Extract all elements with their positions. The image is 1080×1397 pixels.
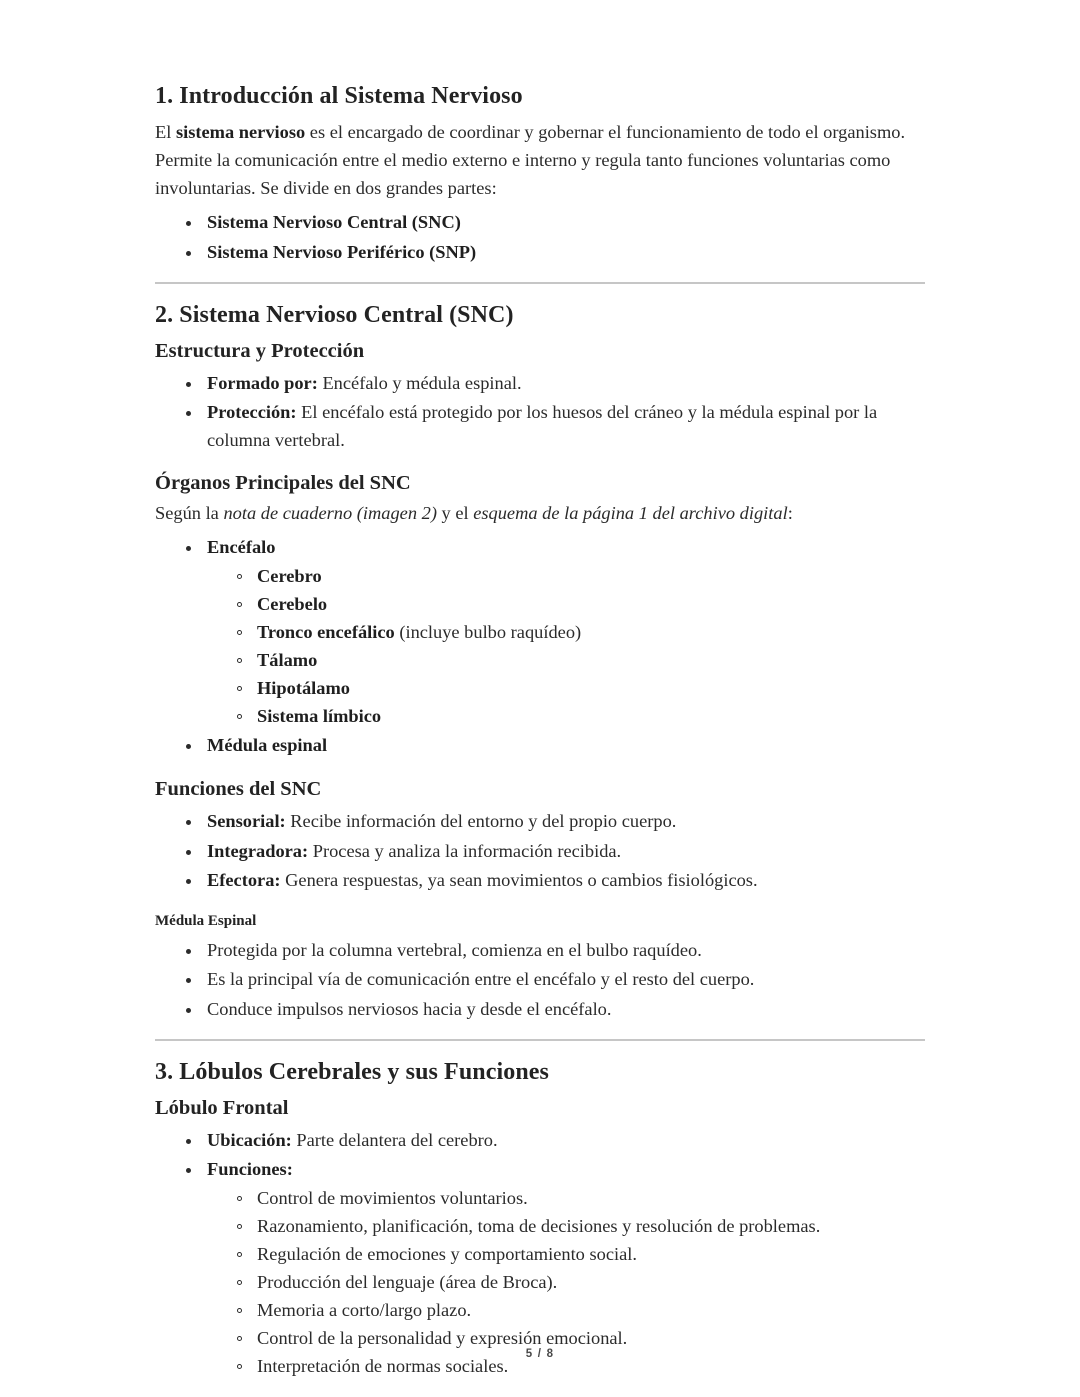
- intro-bullet-0: Sistema Nervioso Central (SNC): [207, 212, 461, 233]
- encefalo-sublist: [207, 563, 925, 730]
- organos-intro-a: Según la: [155, 503, 224, 524]
- subheading-organos-principales: Órganos Principales del SNC: [155, 472, 411, 495]
- funcion-1-label: Integradora:: [207, 840, 309, 861]
- list-item: [207, 399, 925, 454]
- estructura-item-0-text: Encéfalo y médula espinal.: [317, 372, 522, 393]
- section-title-snc: 2. Sistema Nervioso Central (SNC): [155, 302, 514, 329]
- encefalo-child-2-plain: (incluye bulbo raquídeo): [394, 622, 582, 643]
- funcion-2-label: Efectora:: [207, 870, 281, 891]
- list-item: [257, 619, 925, 646]
- medula-espinal-list: [155, 937, 925, 1024]
- ubicacion-text: Parte delantera del cerebro.: [291, 1129, 498, 1150]
- organos-intro-b: y el: [436, 503, 474, 524]
- funciones-snc-list: [155, 808, 925, 895]
- estructura-item-1-label: Protección:: [207, 402, 297, 423]
- estructura-item-0-label: Formado por:: [207, 372, 318, 393]
- funcion-0-text: Recibe información del entorno y del propio cuerpo.: [285, 810, 677, 831]
- list-item: Control de la personalidad y expresión emocional.: [257, 1325, 925, 1352]
- list-item: [207, 1127, 925, 1155]
- list-item: [257, 563, 925, 590]
- funciones-label: Funciones:: [207, 1159, 293, 1180]
- intro-bullet-list: [155, 209, 925, 266]
- list-item: Razonamiento, planificación, toma de decisiones y resolución de problemas.: [257, 1213, 925, 1240]
- intro-paragraph: [155, 119, 925, 203]
- encefalo-child-3-bold: Tálamo: [257, 650, 318, 671]
- list-item: [257, 675, 925, 702]
- funcion-2-text: Genera respuestas, ya sean movimientos o cambios fisiológicos.: [280, 870, 758, 891]
- list-item: [207, 808, 925, 836]
- organos-intro-italic-2: esquema de la página 1 del archivo digital: [473, 503, 788, 524]
- lobulo-frontal-list: [155, 1127, 925, 1381]
- spacer: [155, 462, 925, 471]
- list-item: [207, 239, 925, 267]
- list-item: Interpretación de normas sociales.: [257, 1353, 925, 1380]
- subheading-estructura-proteccion: Estructura y Protección: [155, 339, 365, 362]
- list-item: [257, 647, 925, 674]
- encefalo-child-5-bold: Sistema límbico: [257, 706, 382, 727]
- list-item: [207, 867, 925, 895]
- subheading-medula-espinal: Médula Espinal: [155, 912, 257, 929]
- organos-medula-label: Médula espinal: [207, 735, 328, 756]
- organos-intro-c: :: [787, 503, 793, 524]
- page-number-footer: 5 / 8: [525, 1348, 555, 1360]
- organos-intro-paragraph: [155, 500, 925, 528]
- section-introduccion: [155, 82, 925, 266]
- list-item: [207, 838, 925, 866]
- encefalo-child-4-bold: Hipotálamo: [257, 678, 350, 699]
- list-item: Protegida por la columna vertebral, comienza en el bulbo raquídeo.: [207, 937, 925, 965]
- section-divider-1: [155, 282, 925, 284]
- estructura-list: [155, 370, 925, 455]
- spacer: [155, 903, 925, 912]
- spacer: [155, 768, 925, 777]
- section-sistema-nervioso-central: [155, 301, 925, 1023]
- encefalo-child-1-bold: Cerebelo: [257, 594, 328, 615]
- intro-paragraph-rest: es el encargado de coordinar y gobernar el funcionamiento de todo el organismo. Permite la comunicación entre el medio externo e interno y regula tanto funciones voluntarias como involuntarias. Se divide en dos grandes partes:: [155, 122, 906, 199]
- list-item: Conduce impulsos nerviosos hacia y desde el encéfalo.: [207, 996, 925, 1024]
- list-item: [207, 1156, 925, 1380]
- list-item: [207, 534, 925, 730]
- section-title-lobulos: 3. Lóbulos Cerebrales y sus Funciones: [155, 1059, 549, 1086]
- list-item: Es la principal vía de comunicación entre el encéfalo y el resto del cuerpo.: [207, 966, 925, 994]
- list-item: Memoria a corto/largo plazo.: [257, 1297, 925, 1324]
- subheading-lobulo-frontal: Lóbulo Frontal: [155, 1096, 289, 1119]
- list-item: [207, 732, 925, 760]
- organos-intro-italic-1: nota de cuaderno (imagen 2): [223, 503, 437, 524]
- intro-paragraph-bold: sistema nervioso: [175, 122, 306, 143]
- list-item: [207, 370, 925, 398]
- intro-bullet-1: Sistema Nervioso Periférico (SNP): [207, 241, 477, 262]
- list-item: [257, 703, 925, 730]
- list-item: Regulación de emociones y comportamiento social.: [257, 1241, 925, 1268]
- list-item: Control de movimientos voluntarios.: [257, 1185, 925, 1212]
- estructura-item-1-text: El encéfalo está protegido por los huesos del cráneo y la médula espinal por la columna vertebral.: [207, 402, 878, 450]
- organos-list: [155, 534, 925, 760]
- section-lobulos-cerebrales: [155, 1058, 925, 1380]
- funcion-1-text: Procesa y analiza la información recibida.: [308, 840, 622, 861]
- organos-encefalo-label: Encéfalo: [207, 537, 276, 558]
- funcion-0-label: Sensorial:: [207, 810, 286, 831]
- list-item: [257, 591, 925, 618]
- page-title: 1. Introducción al Sistema Nervioso: [155, 83, 523, 109]
- section-divider-2: [155, 1039, 925, 1041]
- ubicacion-label: Ubicación:: [207, 1129, 292, 1150]
- encefalo-child-0-bold: Cerebro: [257, 566, 322, 587]
- document-content: [155, 82, 925, 1380]
- subheading-funciones-snc: Funciones del SNC: [155, 777, 322, 800]
- intro-paragraph-lead: El: [155, 122, 176, 143]
- list-item: Producción del lenguaje (área de Broca).: [257, 1269, 925, 1296]
- encefalo-child-2-bold: Tronco encefálico: [257, 622, 395, 643]
- list-item: [207, 209, 925, 237]
